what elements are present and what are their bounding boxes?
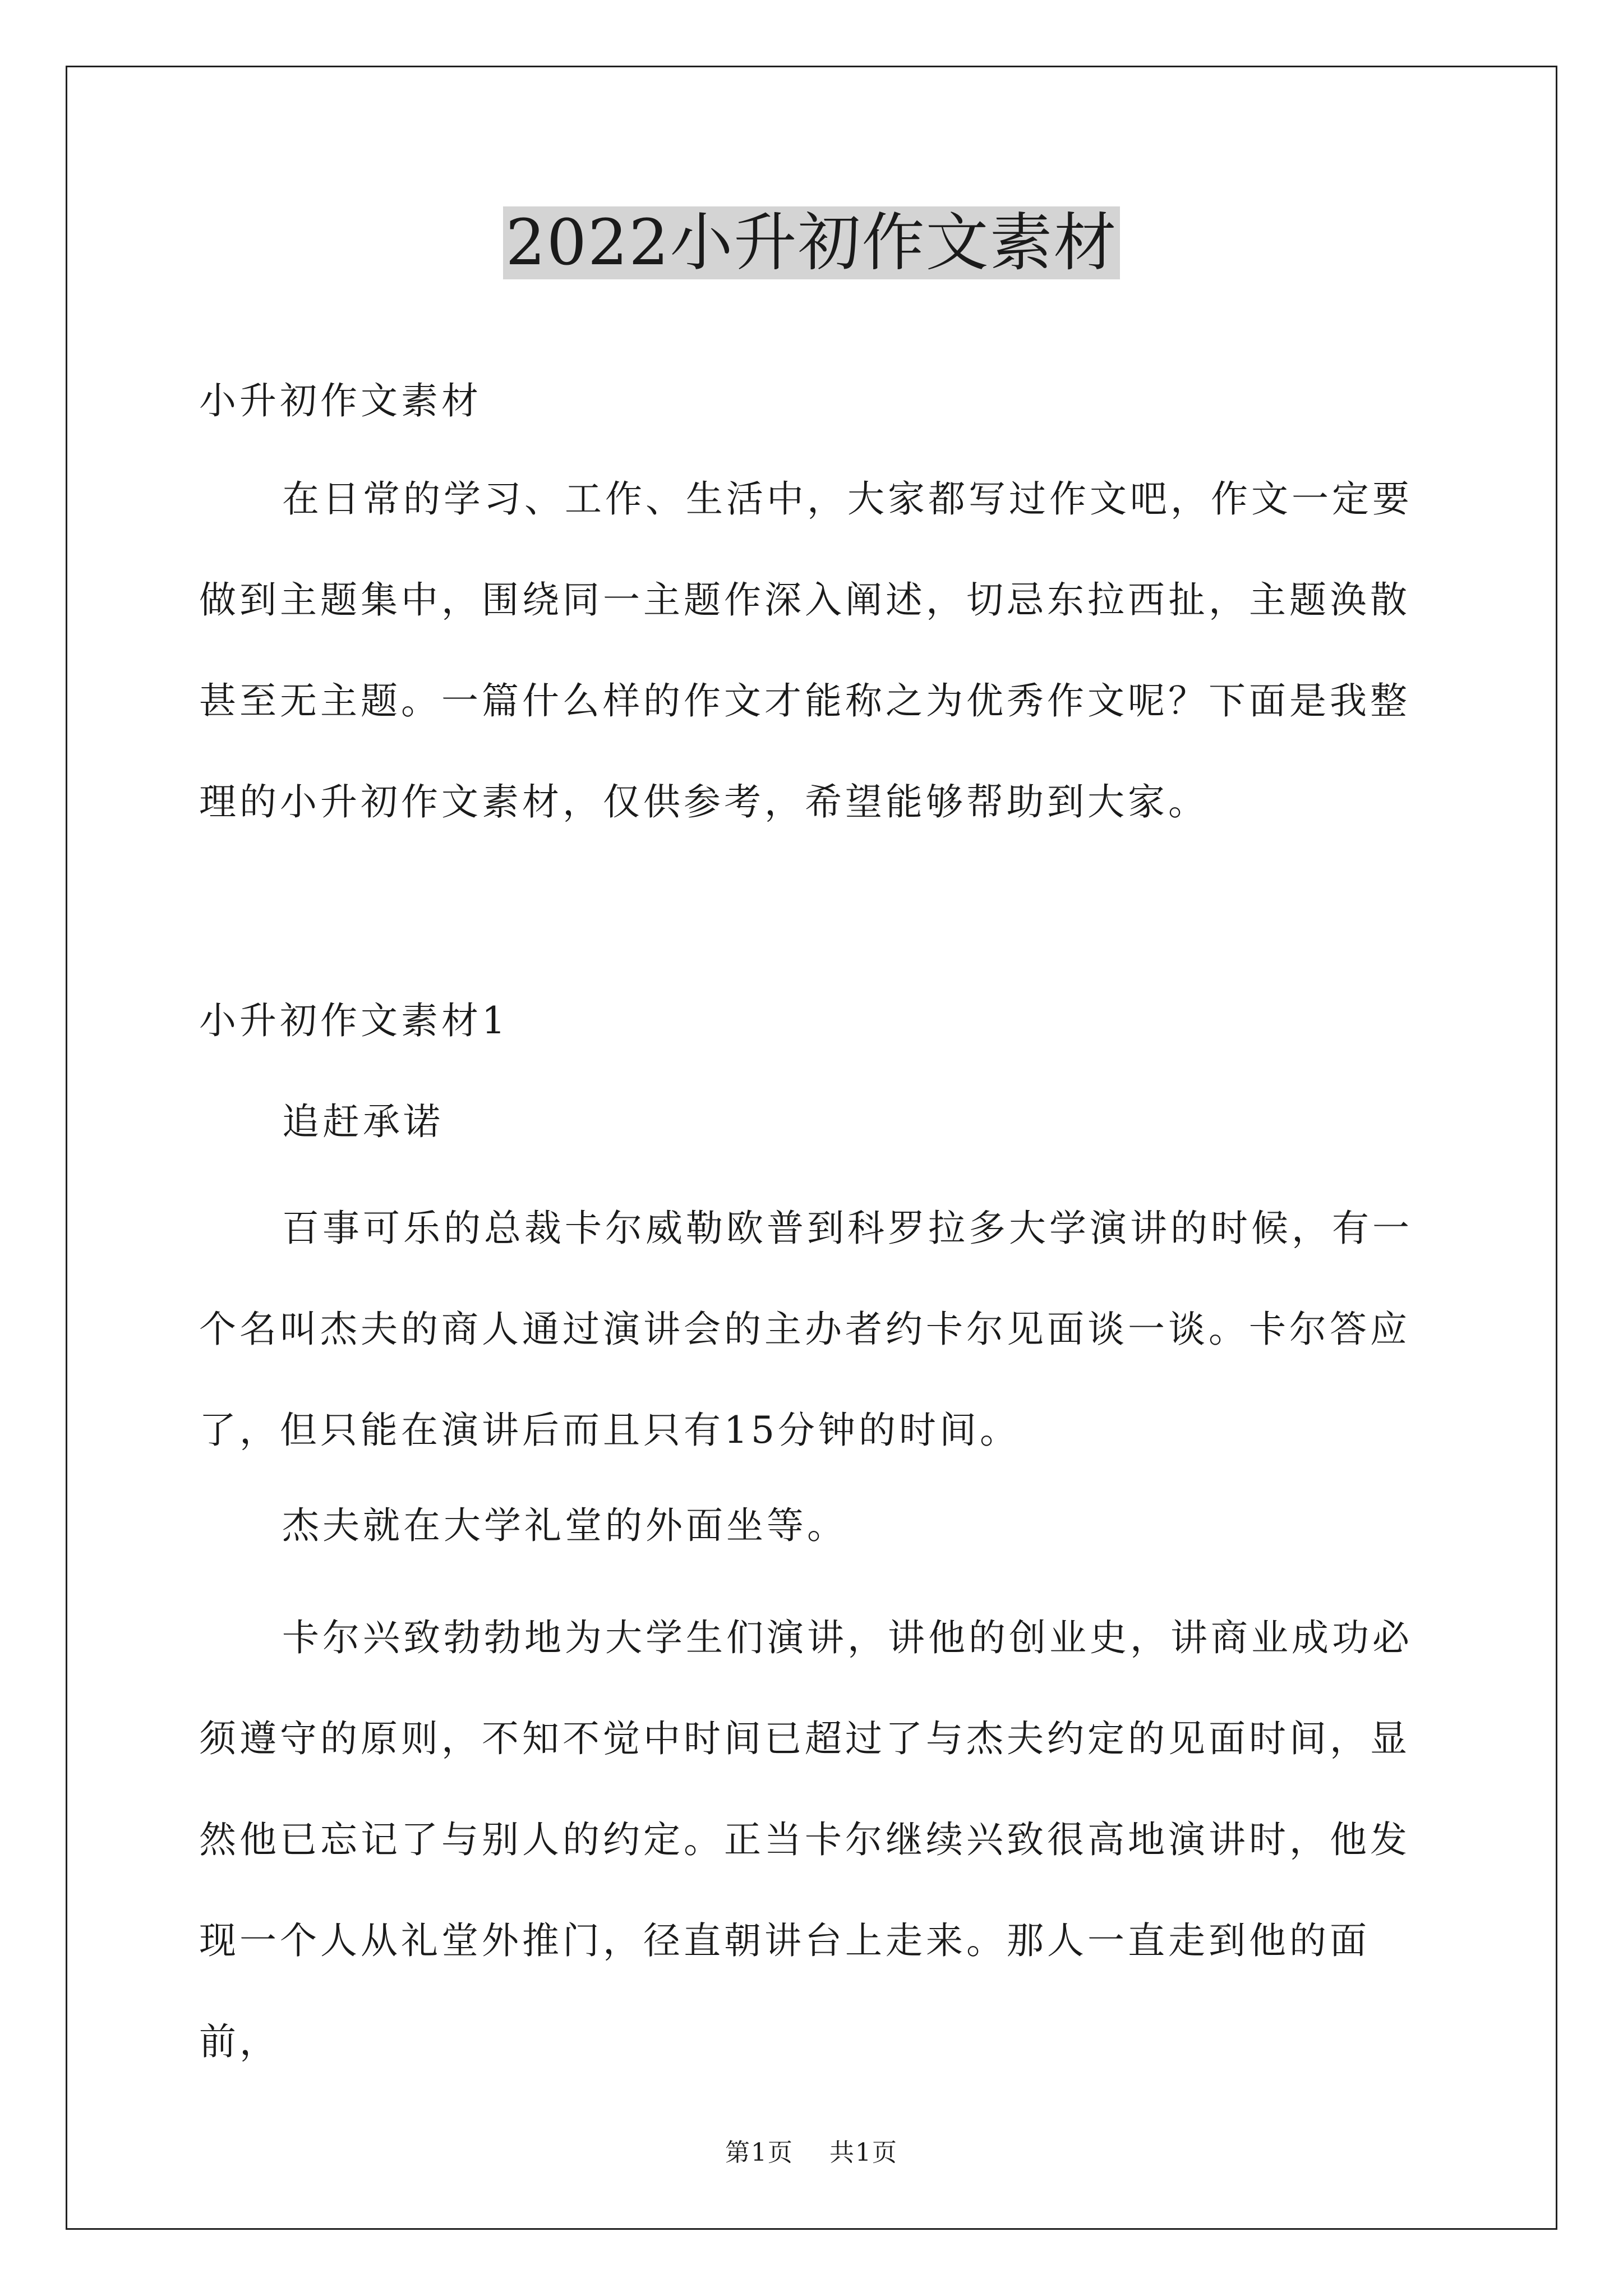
story-paragraph-2: 杰夫就在大学礼堂的外面坐等。 <box>282 1504 847 1547</box>
story-title: 追赶承诺 <box>282 1100 444 1143</box>
story-paragraph-3: 卡尔兴致勃勃地为大学生们演讲，讲他的创业史，讲商业成功必须遵守的原则，不知不觉中时间已超过了与杰夫约定的见面时间，显然他已忘记了与别人的约定。正当卡尔继续兴致很高地演讲时，他发现一个人从礼堂外推门，径直朝讲台上走来。那人一直走到他的面前， <box>199 1616 1413 2063</box>
document-title-text: 2022小升初作文素材 <box>503 206 1119 279</box>
intro-paragraph: 在日常的学习、工作、生活中，大家都写过作文吧，作文一定要做到主题集中，围绕同一主题作深入阐述，切忌东拉西扯，主题涣散甚至无主题。一篇什么样的作文才能称之为优秀作文呢？下面是我整理的小升初作文素材，仅供参考，希望能够帮助到大家。 <box>199 477 1413 823</box>
document-title <box>0 206 1623 279</box>
page-number: 第1页 <box>725 2138 794 2167</box>
section-heading: 小升初作文素材 <box>199 379 482 422</box>
page-footer <box>0 2136 1623 2170</box>
story-paragraph-1: 百事可乐的总裁卡尔威勒欧普到科罗拉多大学演讲的时候，有一个名叫杰夫的商人通过演讲会的主办者约卡尔见面谈一谈。卡尔答应了，但只能在演讲后而且只有15分钟的时间。 <box>199 1207 1413 1452</box>
page-total: 共1页 <box>829 2138 898 2167</box>
section-heading-1: 小升初作文素材1 <box>199 999 509 1042</box>
